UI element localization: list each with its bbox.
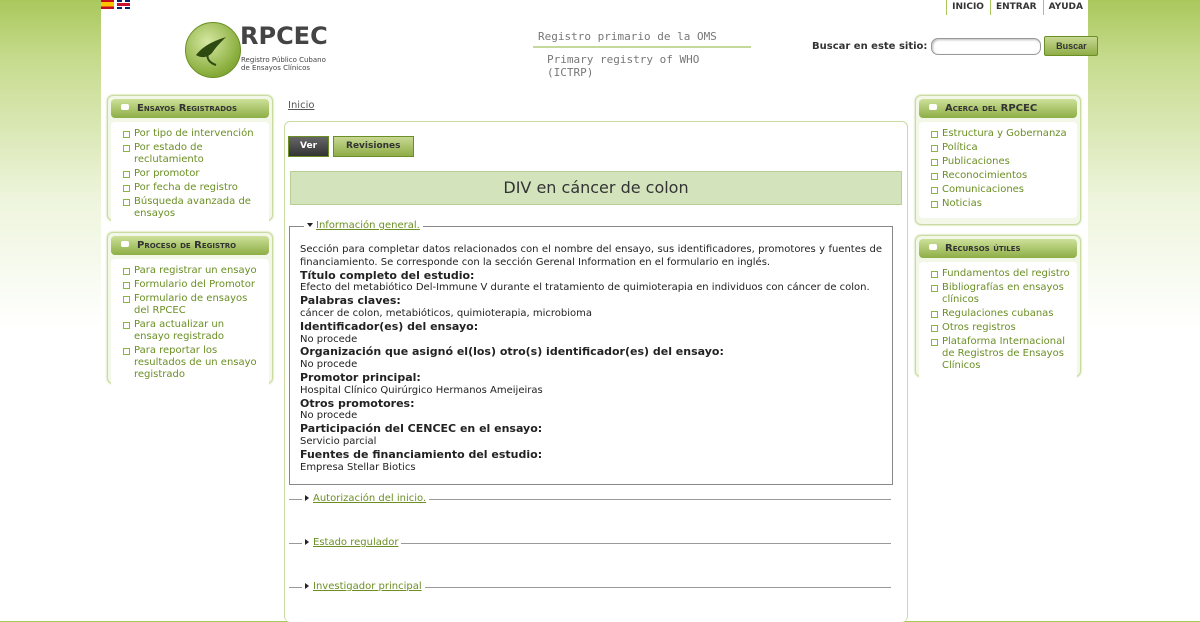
english-flag-icon[interactable] [117,0,130,9]
fieldset-body [300,244,882,474]
search-button[interactable]: Buscar [1044,36,1098,56]
field-label: Otros promotores: [300,396,415,410]
logo[interactable] [185,22,335,78]
fieldset-informacion-general [289,220,893,485]
section-autorizacion-toggle[interactable] [302,493,429,504]
search-form [812,36,1098,56]
menu-item[interactable]: Formulario de ensayos del RPCEC [123,293,263,317]
breadcrumb-inicio-link[interactable]: Inicio [288,100,315,111]
menu-item[interactable]: Para actualizar un ensayo registrado [123,319,263,343]
menu-item[interactable]: Por estado de reclutamiento [123,142,263,166]
section-label: Autorización del inicio. [313,493,427,504]
menu-item[interactable]: Publicaciones [931,156,1071,168]
field-value: No procede [300,410,358,422]
field-label: Identificador(es) del ensayo: [300,319,479,333]
search-input[interactable] [931,38,1041,55]
comment-icon [929,244,937,250]
menu-item[interactable]: Formulario del Promotor [123,279,263,291]
tabs [288,136,414,157]
menu-item[interactable]: Noticias [931,198,1071,210]
comment-icon [121,104,129,110]
expand-arrow-icon [305,495,309,501]
menu-item[interactable]: Comunicaciones [931,184,1071,196]
field-label: Participación del CENCEC en el ensayo: [300,422,543,436]
box-title: Recursos útiles [945,243,1021,254]
field-label: Título completo del estudio: [300,268,475,282]
logo-subtitle-line1: Registro Público Cubano [241,56,326,64]
field-label: Fuentes de financiamiento del estudio: [300,447,543,461]
field-value: cáncer de colon, metabióticos, quimioterapia, microbioma [300,307,593,319]
menu-item[interactable]: Reconocimientos [931,170,1071,182]
language-flags [101,0,130,12]
box-proceso-de-registro [107,232,273,384]
section-label: Estado regulador [313,537,399,548]
menu-item[interactable]: Regulaciones cubanas [931,308,1071,320]
logo-subtitle-line2: de Ensayos Clínicos [241,64,311,72]
box-title: Acerca del RPCEC [945,103,1038,114]
registry-line-en: Primary registry of WHO (ICTRP) [547,53,700,79]
menu-item[interactable]: Por fecha de registro [123,182,263,194]
field-value: Servicio parcial [300,435,377,447]
logo-emblem-icon [185,22,241,78]
box-body [919,122,1077,218]
field-value: Efecto del metabiótico Del-Immune V durante el tratamiento de quimioterapia en individuos con cáncer de colon. [300,282,870,294]
expand-arrow-icon [305,583,309,589]
registry-line-es: Registro primario de la OMS [533,30,751,48]
box-acerca-del-rpcec [915,95,1081,225]
collapse-arrow-icon [307,223,313,227]
box-body [919,262,1077,380]
menu-item[interactable]: Política [931,142,1071,154]
nav-inicio-link[interactable]: INICIO [946,0,989,15]
registry-info [533,30,751,79]
field-label: Palabras claves: [300,294,401,308]
field-label: Organización que asignó el(los) otro(s) identificador(es) del ensayo: [300,345,724,359]
menu-item[interactable]: Para registrar un ensayo [123,265,263,277]
box-header [919,239,1077,258]
section-label: Investigador principal [313,581,422,592]
page-title: DIV en cáncer de colon [290,171,902,205]
box-header [919,99,1077,118]
logo-title: RPCEC [240,22,328,50]
box-title: Ensayos Registrados [137,103,238,114]
comment-icon [929,104,937,110]
menu-item[interactable]: Búsqueda avanzada de ensayos [123,196,263,220]
fieldset-legend-toggle[interactable] [304,220,423,231]
menu-item[interactable]: Estructura y Gobernanza [931,128,1071,140]
logo-subtitle [241,56,326,72]
box-header [111,99,269,118]
field-value: No procede [300,333,358,345]
nav-entrar-link[interactable]: ENTRAR [990,0,1042,15]
spanish-flag-icon[interactable] [101,0,114,9]
top-nav [945,0,1088,15]
field-value: Hospital Clínico Quirúrgico Hermanos Ameijeiras [300,384,543,396]
box-body [111,259,269,389]
menu-item[interactable]: Otros registros [931,322,1071,334]
menu-item[interactable]: Bibliografías en ensayos clínicos [931,282,1071,306]
box-body [111,122,269,228]
menu-item[interactable]: Fundamentos del registro [931,268,1071,280]
nav-ayuda-link[interactable]: AYUDA [1043,0,1088,15]
section-investigador-toggle[interactable] [302,581,425,592]
menu-item[interactable]: Para reportar los resultados de un ensayo registrado [123,345,263,381]
comment-icon [121,241,129,247]
fieldset-legend-label: Información general. [316,220,420,231]
field-value: Empresa Stellar Biotics [300,461,416,473]
box-ensayos-registrados [107,95,273,221]
tab-revisiones[interactable]: Revisiones [333,136,413,157]
box-title: Proceso de Registro [137,240,237,251]
box-header [111,236,269,255]
menu-item[interactable]: Por promotor [123,168,263,180]
tab-ver[interactable]: Ver [288,136,329,157]
section-description: Sección para completar datos relacionados con el nombre del ensayo, sus identificadores, promotores y fuentes de financiamiento. Se corresponde con la sección Gerenal Information en el formulario en inglés. [300,244,882,268]
box-recursos-utiles [915,235,1081,377]
expand-arrow-icon [305,539,309,545]
menu-item[interactable]: Plataforma Internacional de Registros de Ensayos Clínicos [931,336,1071,372]
search-label: Buscar en este sitio: [812,40,928,52]
field-label: Promotor principal: [300,370,421,384]
section-estado-regulador-toggle[interactable] [302,537,401,548]
field-value: No procede [300,359,358,371]
menu-item[interactable]: Por tipo de intervención [123,128,263,140]
